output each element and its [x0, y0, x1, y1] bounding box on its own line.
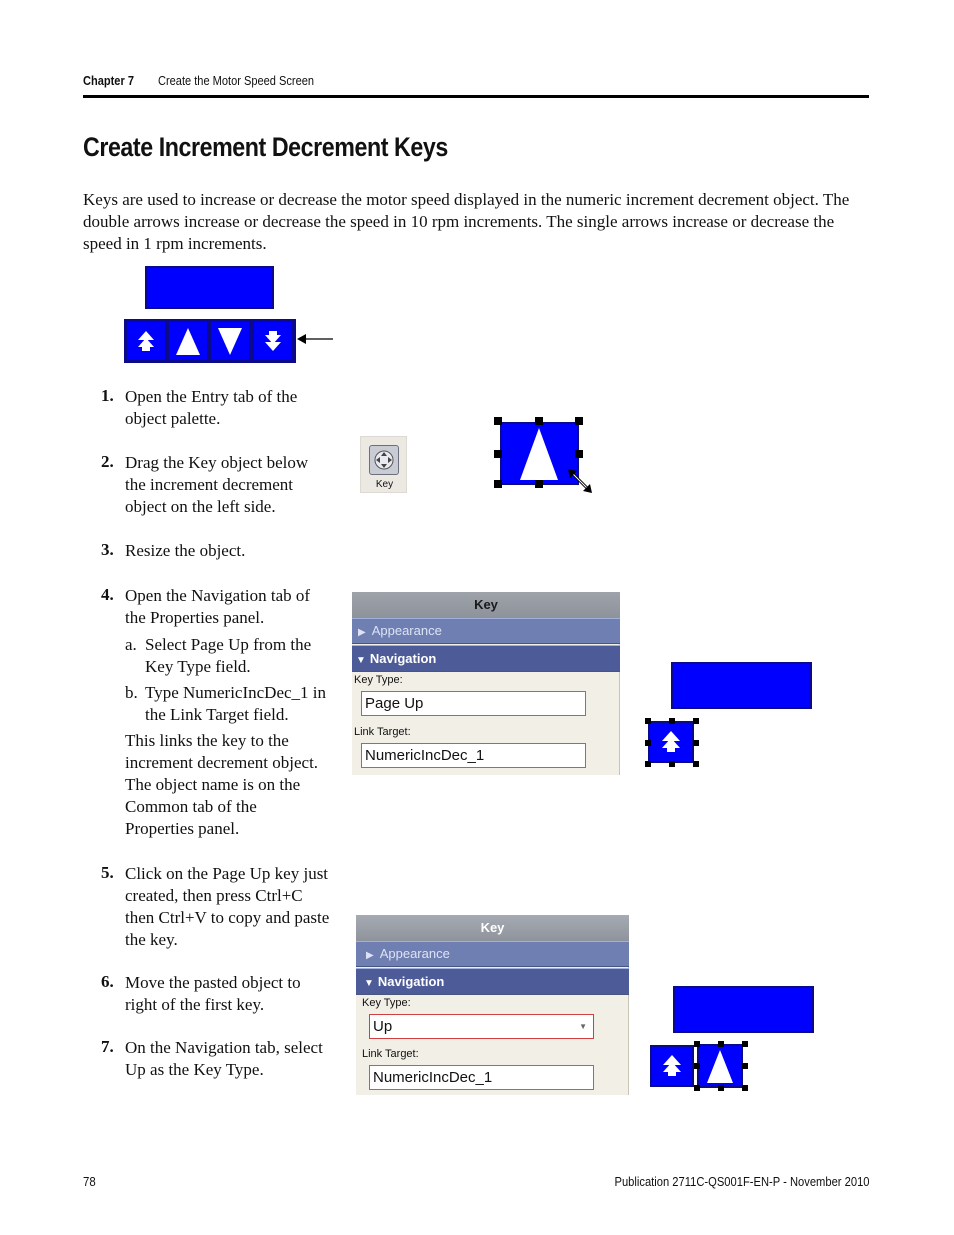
resize-handle[interactable]: [742, 1041, 748, 1047]
properties-panel-1: [352, 592, 620, 775]
down-arrow-icon: [211, 322, 249, 360]
collapsed-arrow-icon: ▶: [358, 627, 366, 638]
step-5-number: 5.: [101, 863, 114, 882]
down-key: [211, 322, 249, 360]
appearance-label: Appearance: [371, 623, 442, 638]
page-up-key: [648, 721, 694, 763]
double-up-arrow-icon: [652, 1047, 692, 1085]
step-7-text: On the Navigation tab, select Up as the Key Type.: [125, 1038, 323, 1079]
panel-title: Key: [356, 915, 629, 941]
publication-info: Publication 2711C-QS001F-EN-P - November 2010: [614, 1174, 869, 1189]
resize-handle[interactable]: [645, 740, 651, 746]
palette-key-tile[interactable]: [360, 436, 407, 493]
resize-handle[interactable]: [494, 480, 502, 488]
navigation-section[interactable]: [356, 968, 629, 995]
pointer-arrow-icon: [297, 332, 335, 346]
resize-handle[interactable]: [718, 1041, 724, 1047]
resize-handle[interactable]: [645, 718, 651, 724]
step-4b-label: b.: [125, 683, 138, 702]
appearance-label: Appearance: [379, 946, 450, 961]
chapter-label: Chapter 7: [83, 73, 134, 88]
key-type-label: Key Type:: [354, 674, 403, 686]
step-6-number: 6.: [101, 972, 114, 991]
selected-up-key-figure: [692, 1039, 750, 1093]
page-up-key: [650, 1045, 694, 1087]
up-key: [697, 1044, 743, 1088]
step-3-number: 3.: [101, 540, 114, 559]
resize-handle[interactable]: [575, 450, 583, 458]
resized-key-figure: [492, 415, 596, 495]
resize-handle[interactable]: [669, 761, 675, 767]
panel-title: Key: [352, 592, 620, 618]
link-target-field[interactable]: NumericIncDec_1: [361, 743, 586, 768]
step-1-text: Open the Entry tab of the object palette.: [125, 387, 298, 428]
resize-handle[interactable]: [742, 1063, 748, 1069]
up-key: [169, 322, 207, 360]
step-7-number: 7.: [101, 1037, 114, 1056]
resize-handle[interactable]: [535, 480, 543, 488]
link-target-field[interactable]: NumericIncDec_1: [369, 1065, 594, 1090]
selected-key-figure: [643, 716, 701, 770]
resize-handle[interactable]: [694, 1085, 700, 1091]
double-up-arrow-icon: [127, 322, 165, 360]
up-arrow-icon: [169, 322, 207, 360]
double-down-arrow-icon: [254, 322, 292, 360]
resize-handle[interactable]: [693, 740, 699, 746]
step-6-text: Move the pasted object to right of the first key.: [125, 973, 301, 1014]
resize-handle[interactable]: [693, 761, 699, 767]
step-4-text: Open the Navigation tab of the Properties panel.: [125, 586, 311, 627]
key-type-value: Up: [373, 1018, 393, 1035]
link-target-label: Link Target:: [362, 1048, 419, 1060]
navigation-label: Navigation: [377, 974, 445, 989]
double-up-arrow-icon: [650, 723, 692, 761]
step-4b-text: Type NumericIncDec_1 in the Link Target field.: [145, 683, 327, 724]
numeric-display-box: [671, 662, 812, 709]
palette-key-label: Key: [375, 479, 394, 490]
step-5-text: Click on the Page Up key just created, then press Ctrl+C then Ctrl+V to copy and paste the key.: [125, 864, 330, 949]
intro-paragraph: Keys are used to increase or decrease the motor speed displayed in the numeric increment decrement object. The double arrows increase or decrease the speed in 10 rpm increments. The single arrows increase or decrease the speed in 1 rpm increments.: [83, 190, 850, 253]
step-4-note: This links the key to the increment decrement object. The object name is on the Common tab of the Properties panel.: [125, 731, 319, 838]
chapter-title: Create the Motor Speed Screen: [158, 73, 315, 88]
resize-handle[interactable]: [494, 417, 502, 425]
header-rule: [83, 95, 869, 98]
properties-panel-2: [356, 915, 629, 1095]
chevron-down-icon[interactable]: ▼: [579, 1022, 587, 1031]
expanded-arrow-icon: ▼: [356, 655, 366, 666]
step-4a-label: a.: [125, 635, 137, 654]
section-title: Create Increment Decrement Keys: [83, 132, 448, 162]
navigation-label: Navigation: [369, 651, 437, 666]
resize-cursor-icon: [566, 468, 594, 494]
numeric-display-box: [145, 266, 274, 309]
key-object-icon: [369, 445, 399, 475]
key-row: [124, 319, 296, 363]
expanded-arrow-icon: ▼: [364, 978, 374, 989]
key-type-select[interactable]: [369, 1014, 594, 1039]
up-arrow-icon: [699, 1046, 741, 1086]
page-up-key: [127, 322, 165, 360]
resize-handle[interactable]: [494, 450, 502, 458]
key-type-field[interactable]: Page Up: [361, 691, 586, 716]
resize-handle[interactable]: [694, 1063, 700, 1069]
resize-handle[interactable]: [535, 417, 543, 425]
resize-handle[interactable]: [742, 1085, 748, 1091]
step-4a-text: Select Page Up from the Key Type field.: [145, 635, 312, 676]
appearance-section[interactable]: [352, 618, 620, 644]
navigation-section[interactable]: [352, 645, 620, 672]
resize-handle[interactable]: [694, 1041, 700, 1047]
resize-handle[interactable]: [718, 1085, 724, 1091]
page-down-key: [254, 322, 292, 360]
resize-handle[interactable]: [575, 417, 583, 425]
resize-handle[interactable]: [669, 718, 675, 724]
step-2-text: Drag the Key object below the increment decrement object on the left side.: [125, 453, 309, 516]
collapsed-arrow-icon: ▶: [366, 950, 374, 961]
resize-handle[interactable]: [645, 761, 651, 767]
resize-handle[interactable]: [693, 718, 699, 724]
key-type-label: Key Type:: [362, 997, 411, 1009]
step-3-text: Resize the object.: [125, 541, 246, 560]
step-1-number: 1.: [101, 386, 114, 405]
step-2-number: 2.: [101, 452, 114, 471]
appearance-section[interactable]: [356, 941, 629, 967]
link-target-label: Link Target:: [354, 726, 411, 738]
step-4-number: 4.: [101, 585, 114, 604]
page-number: 78: [83, 1174, 96, 1189]
numeric-display-box: [673, 986, 814, 1033]
